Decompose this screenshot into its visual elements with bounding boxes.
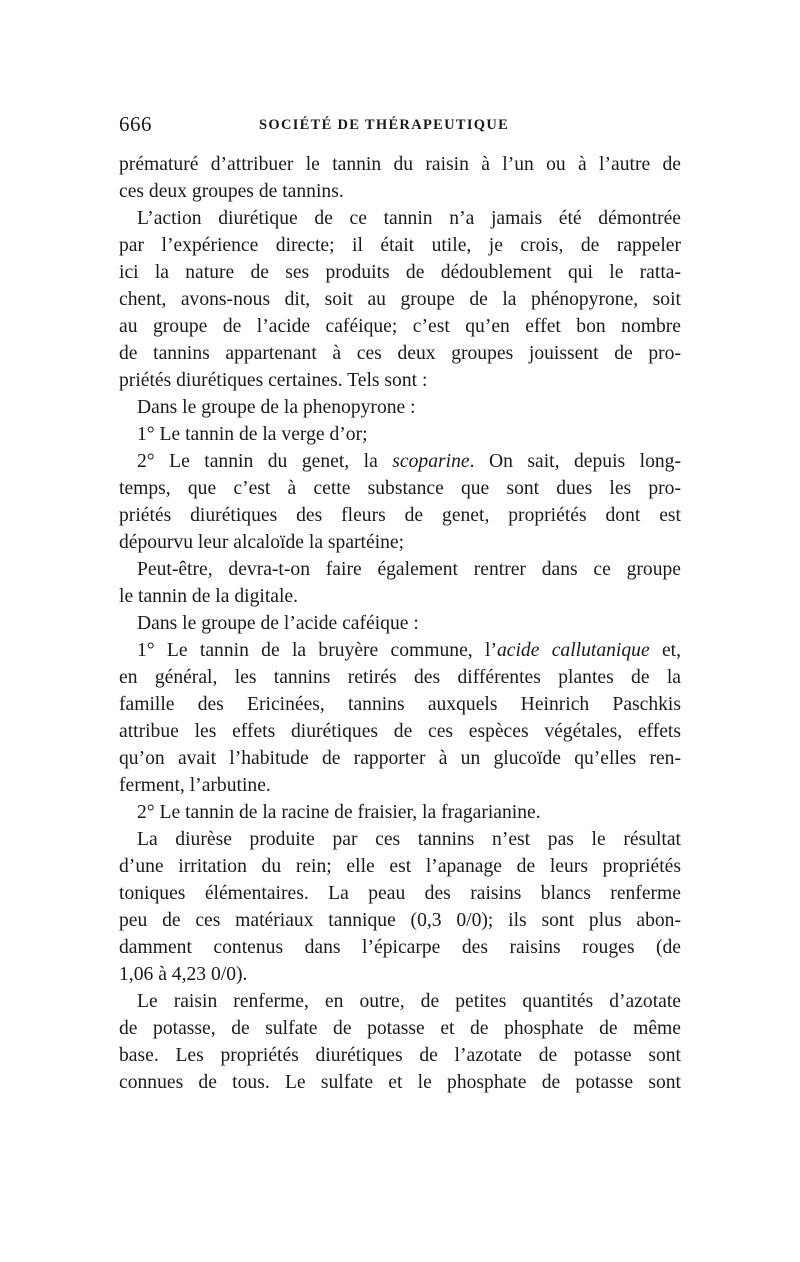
text-line: damment contenus dans l’épicarpe des raisins rouges (de xyxy=(119,937,681,958)
text-line: 1° Le tannin de la bruyère commune, l’acide callutanique et, xyxy=(137,640,681,661)
text-line: priétés diurétiques des fleurs de genet, propriétés dont est xyxy=(119,505,681,526)
page-header xyxy=(119,112,681,142)
text-line: de tannins appartenant à ces deux groupes jouissent de pro- xyxy=(119,343,681,364)
text-line: Peut-être, devra-t-on faire également rentrer dans ce groupe xyxy=(137,559,681,580)
text-line: base. Les propriétés diurétiques de l’azotate de potasse sont xyxy=(119,1045,681,1066)
text-line: peu de ces matériaux tannique (0,3 0/0); ils sont plus abon- xyxy=(119,910,681,931)
text-line: famille des Ericinées, tannins auxquels Heinrich Paschkis xyxy=(119,694,681,715)
text-line: Dans le groupe de l’acide caféique : xyxy=(137,613,419,634)
text-line: 2° Le tannin du genet, la scoparine. On sait, depuis long- xyxy=(137,451,681,472)
text-line: qu’on avait l’habitude de rapporter à un glucoïde qu’elles ren- xyxy=(119,748,681,769)
text-line: d’une irritation du rein; elle est l’apanage de leurs propriétés xyxy=(119,856,681,877)
page-number: 666 xyxy=(119,112,152,136)
text-line: en général, les tannins retirés des différentes plantes de la xyxy=(119,667,681,688)
running-head: SOCIÉTÉ DE THÉRAPEUTIQUE xyxy=(259,117,510,133)
text-line: Le raisin renferme, en outre, de petites quantités d’azotate xyxy=(137,991,681,1012)
text-line: 1° Le tannin de la verge d’or; xyxy=(137,424,368,445)
body-text xyxy=(119,151,681,1096)
text-line: dépourvu leur alcaloïde la spartéine; xyxy=(119,532,405,553)
text-line: ici la nature de ses produits de dédoublement qui le ratta- xyxy=(119,262,681,283)
text-line: Dans le groupe de la phenopyrone : xyxy=(137,397,416,418)
text-line: attribue les effets diurétiques de ces espèces végétales, effets xyxy=(119,721,681,742)
italic-term: scoparine xyxy=(392,451,470,472)
text-line: 1,06 à 4,23 0/0). xyxy=(119,964,248,985)
text-line: L’action diurétique de ce tannin n’a jamais été démontrée xyxy=(137,208,681,229)
text-line: prématuré d’attribuer le tannin du raisin à l’un ou à l’autre de xyxy=(119,154,681,175)
text-line: chent, avons-nous dit, soit au groupe de la phénopyrone, soit xyxy=(119,289,681,310)
text-line: le tannin de la digitale. xyxy=(119,586,299,607)
text-line: 2° Le tannin de la racine de fraisier, la fragarianine. xyxy=(137,802,541,823)
text-line: connues de tous. Le sulfate et le phosphate de potasse sont xyxy=(119,1072,681,1093)
text-line: temps, que c’est à cette substance que sont dues les pro- xyxy=(119,478,681,499)
text-line: ces deux groupes de tannins. xyxy=(119,181,344,202)
text-line: La diurèse produite par ces tannins n’est pas le résultat xyxy=(137,829,681,850)
text-line: au groupe de l’acide caféique; c’est qu’en effet bon nombre xyxy=(119,316,681,337)
text-line: de potasse, de sulfate de potasse et de phosphate de même xyxy=(119,1018,681,1039)
text-line: priétés diurétiques certaines. Tels sont : xyxy=(119,370,428,391)
text-line: ferment, l’arbutine. xyxy=(119,775,271,796)
text-line: par l’expérience directe; il était utile, je crois, de rappeler xyxy=(119,235,681,256)
italic-term: acide callutanique xyxy=(496,640,650,661)
text-line: toniques élémentaires. La peau des raisins blancs renferme xyxy=(119,883,681,904)
